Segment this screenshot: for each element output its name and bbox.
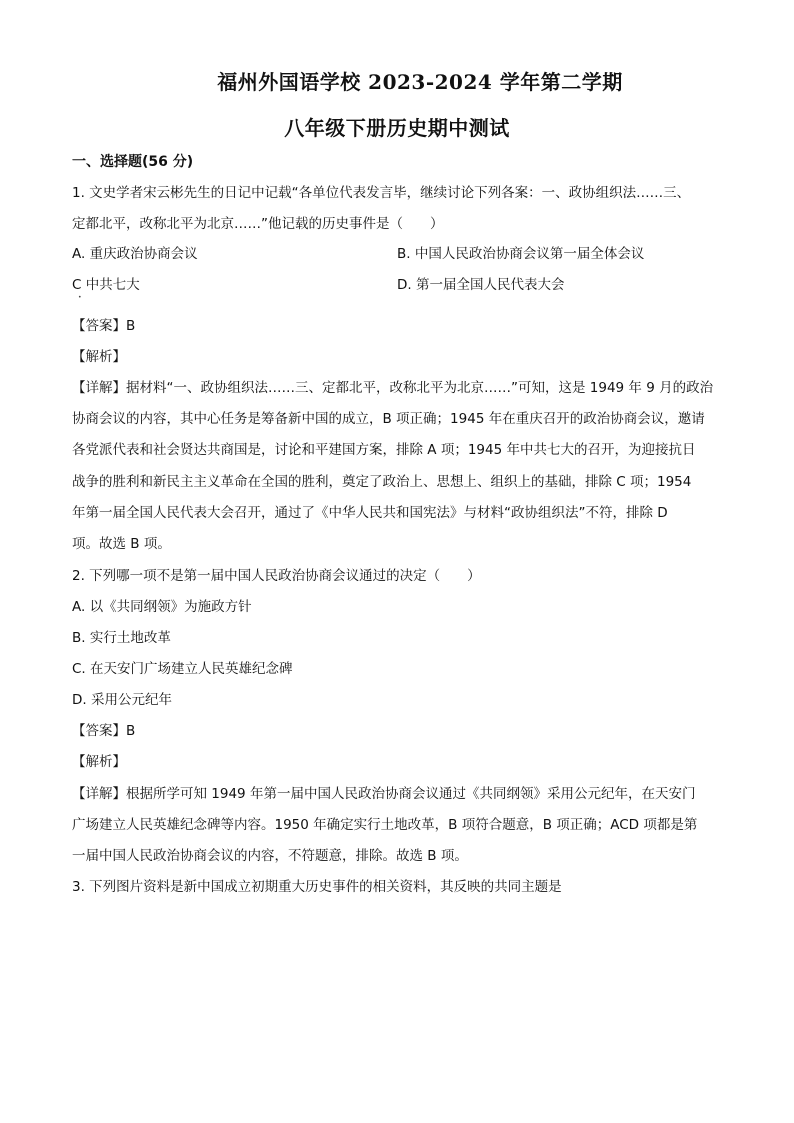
q1-option-a: A. 重庆政治协商会议 (72, 246, 198, 262)
q2-answer: 【答案】B (72, 723, 136, 739)
q1-answer: 【答案】B (72, 318, 136, 334)
q1-detail-line-1: 【详解】据材料“一、政协组织法……三、定都北平，改称北平为北京……”可知，这是 1949 年 9 月的政治 (72, 380, 714, 396)
q2-option-b: B. 实行土地改革 (72, 630, 171, 646)
q2-stem: 2. 下列哪一项不是第一届中国人民政治协商会议通过的决定（ ） (72, 568, 481, 584)
exam-title-subject: 八年级下册历史期中测试 (284, 116, 510, 140)
q1-analysis-label: 【解析】 (72, 349, 126, 365)
section-heading-choice: 一、选择题(56 分) (72, 154, 194, 170)
q1-option-b: B. 中国人民政治协商会议第一届全体会议 (397, 246, 645, 262)
q2-detail-line-1: 【详解】根据所学可知 1949 年第一届中国人民政治协商会议通过《共同纲领》采用公元纪年，在天安门 (72, 786, 696, 802)
q1-detail-line-2: 协商会议的内容，其中心任务是筹备新中国的成立，B 项正确；1945 年在重庆召开的政治协商会议，邀请 (72, 411, 705, 427)
stray-mark: • (78, 294, 82, 301)
q1-detail-line-4: 战争的胜利和新民主主义革命在全国的胜利，奠定了政治上、思想上、组织上的基础，排除 C 项；1954 (72, 474, 692, 490)
q1-detail-line-3: 各党派代表和社会贤达共商国是，讨论和平建国方案，排除 A 项；1945 年中共七大的召开，为迎接抗日 (72, 442, 696, 458)
exam-title-school: 福州外国语学校 2023-2024 学年第二学期 (217, 70, 623, 94)
q2-option-c: C. 在天安门广场建立人民英雄纪念碑 (72, 661, 293, 677)
q1-option-c: C 中共七大 (72, 277, 140, 293)
q1-detail-line-6: 项。故选 B 项。 (72, 536, 171, 552)
q1-option-d: D. 第一届全国人民代表大会 (397, 277, 565, 293)
q2-option-d: D. 采用公元纪年 (72, 692, 172, 708)
q3-stem: 3. 下列图片资料是新中国成立初期重大历史事件的相关资料，其反映的共同主题是 (72, 879, 562, 895)
q1-detail-line-5: 年第一届全国人民代表大会召开，通过了《中华人民共和国宪法》与材料“政协组织法”不符，排除 D (72, 505, 668, 521)
q2-detail-line-3: 一届中国人民政治协商会议的内容，不符题意，排除。故选 B 项。 (72, 848, 468, 864)
q1-stem-line-1: 1. 文史学者宋云彬先生的日记中记载“各单位代表发言毕，继续讨论下列各案：一、政协组织法……三、 (72, 185, 691, 201)
q2-option-a: A. 以《共同纲领》为施政方针 (72, 599, 252, 615)
q1-stem-line-2: 定都北平，改称北平为北京……”他记载的历史事件是（ ） (72, 216, 444, 232)
q2-analysis-label: 【解析】 (72, 754, 126, 770)
q2-detail-line-2: 广场建立人民英雄纪念碑等内容。1950 年确定实行土地改革，B 项符合题意，B 项正确；ACD 项都是第 (72, 817, 698, 833)
